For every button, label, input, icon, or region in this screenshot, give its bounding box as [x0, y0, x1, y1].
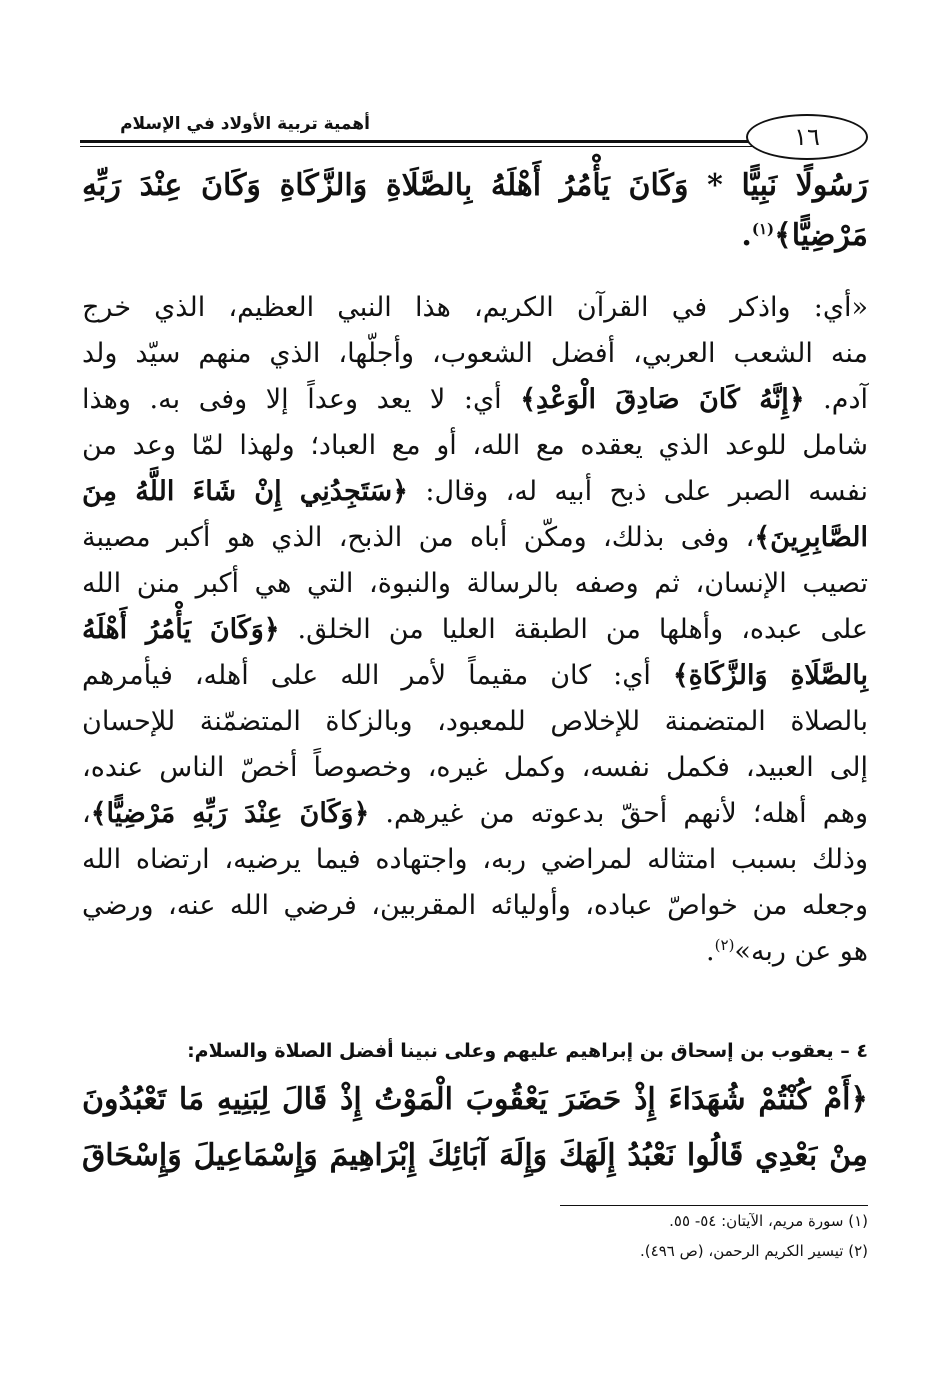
body-line — [82, 614, 868, 645]
body-text: ، وفى بذلك، ومكّن أباه من الذبح، الذي هو أكبر مصيبة — [82, 522, 755, 553]
body-text: آدم. — [804, 384, 868, 415]
quran-quote: الصَّابِرِينَ﴾ — [754, 522, 868, 553]
body-text: وهم أهله؛ لأنهم أحقّ بدعوته من غيرهم. — [369, 798, 868, 829]
quran-quote: ﴿وَكَانَ عِنْدَ رَبِّهِ مَرْضِيًّا﴾ — [90, 798, 370, 829]
footnote: (٢) تيسير الكريم الرحمن، (ص ٤٩٦). — [640, 1242, 868, 1260]
body-line: هو عن ربه»$^{(٢)}$. — [706, 936, 868, 967]
body-line: منه الشعب العربي، أفضل الشعوب، وأجلّها، الذي منهم سيّد ولد — [82, 338, 868, 369]
body-text: هو عن ربه» — [734, 936, 868, 967]
footnote-ref: (١) — [751, 220, 775, 238]
page-header — [80, 104, 868, 158]
footnote: (١) سورة مريم، الآيتان: ٥٤- ٥٥. — [669, 1212, 868, 1230]
body-line: بالصلاة المتضمنة للإخلاص للمعبود، وبالزكاة المتضمّنة للإحسان — [82, 706, 868, 737]
body-line — [82, 522, 868, 553]
body-line: «أي: واذكر في القرآن الكريم، هذا النبي العظيم، الذي خرج — [82, 292, 868, 323]
quran-verse-line: مِنْ بَعْدِي قَالُوا نَعْبُدُ إِلَهَكَ وَإِلَهَ آبَائِكَ إِبْرَاهِيمَ وَإِسْمَاعِيلَ وَإِسْحَاقَ — [82, 1138, 868, 1173]
body-text: نفسه الصبر على ذبح أبيه له، وقال: — [408, 476, 869, 507]
quran-quote: ﴿إِنَّهُ كَانَ صَادِقَ الْوَعْدِ﴾ — [520, 384, 805, 415]
body-line: وجعله من خواصّ عباده، وأوليائه المقربين، فرضي الله عنه، ورضي — [82, 890, 868, 921]
body-line — [82, 660, 868, 691]
body-line: شامل للوعد الذي يعقده مع الله، أو مع العباد؛ ولهذا لمّا وعد من — [82, 430, 868, 461]
body-text: ، — [82, 798, 91, 829]
body-line — [82, 798, 868, 829]
running-title: أهمية تربية الأولاد في الإسلام — [120, 114, 370, 134]
header-rule-thin — [80, 146, 756, 147]
header-rule — [80, 140, 756, 143]
body-line: إلى العبيد، فكمل نفسه، وكمل غيره، وخصوصاً أخصّ الناس عنده، — [82, 752, 868, 783]
footnote-ref: (٢) — [714, 936, 735, 954]
page-number: ١٦ — [746, 114, 868, 160]
body-line — [82, 476, 868, 507]
quran-quote: ﴿وَكَانَ يَأْمُرُ أَهْلَهُ — [82, 614, 280, 645]
quran-verse-line: رَسُولًا نَبِيًّا * وَكَانَ يَأْمُرُ أَهْلَهُ بِالصَّلَاةِ وَالزَّكَاةِ وَكَانَ عِنْدَ رَبِّهِ — [82, 168, 868, 203]
quran-verse-line: ﴿أَمْ كُنْتُمْ شُهَدَاءَ إِذْ حَضَرَ يَعْقُوبَ الْمَوْتُ إِذْ قَالَ لِبَنِيهِ مَا تَعْبُدُونَ — [82, 1082, 868, 1117]
footnote-separator — [560, 1205, 868, 1206]
body-text: أي: كان مقيماً لأمر الله على أهله، فيأمرهم — [82, 660, 673, 691]
section-heading: ٤ – يعقوب بن إسحاق بن إبراهيم عليهم وعلى نبينا أفضل الصلاة والسلام: — [187, 1040, 868, 1062]
quran-quote: بِالصَّلَاةِ وَالزَّكَاةِ﴾ — [672, 660, 869, 691]
body-line: تصيب الإنسان، ثم وصفه بالرسالة والنبوة، التي هي أكبر منن الله — [82, 568, 868, 599]
body-line: وذلك بسبب امتثاله لمراضي ربه، واجتهاده فيما يرضيه، ارتضاه الله — [82, 844, 868, 875]
body-text: أي: لا يعد وعداً إلا وفى به. وهذا — [82, 384, 521, 415]
quran-verse-line: مَرْضِيًّا﴾$^{(١)}$. — [741, 218, 868, 253]
body-line — [82, 384, 868, 415]
body-text: على عبده، وأهلها من الطبقة العليا من الخلق. — [279, 614, 868, 645]
verse-text: مَرْضِيًّا﴾ — [774, 218, 868, 253]
quran-quote: ﴿سَتَجِدُنِي إِنْ شَاءَ اللَّهُ مِنَ — [82, 476, 409, 507]
